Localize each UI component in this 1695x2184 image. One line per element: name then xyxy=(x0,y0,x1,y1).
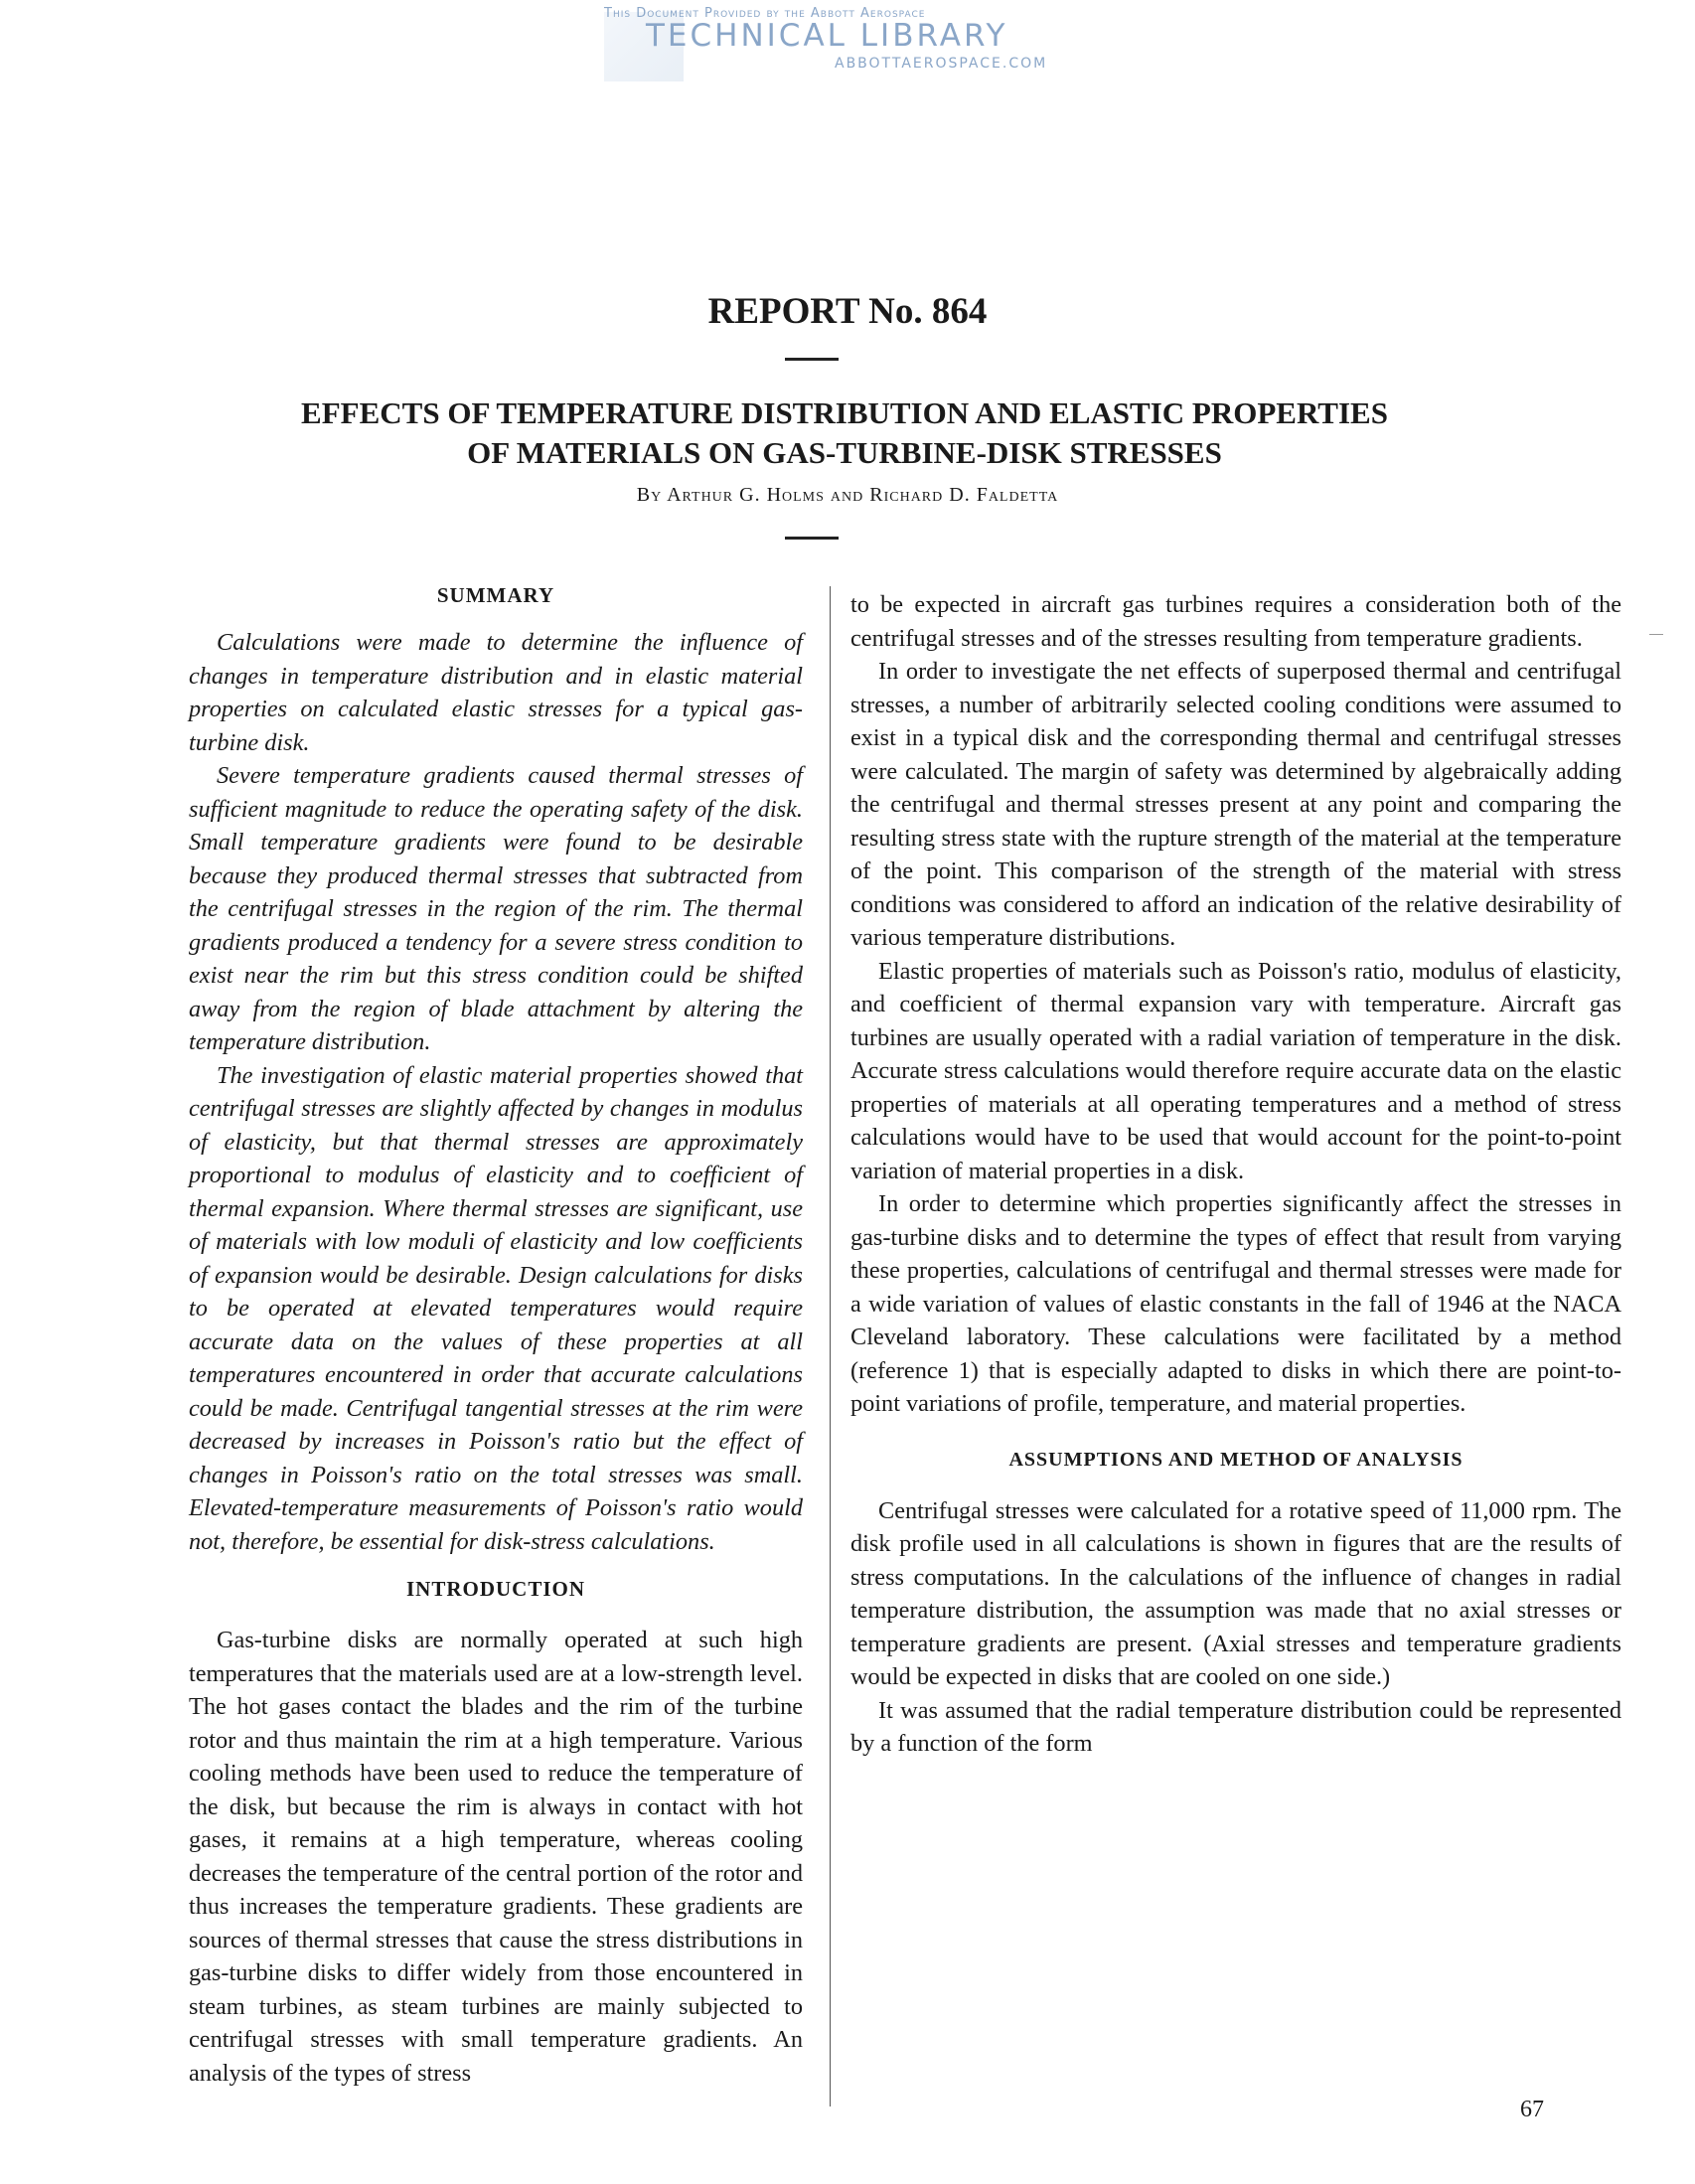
paper-title xyxy=(149,393,1540,473)
introduction-paragraph: In order to investigate the net effects of superposed thermal and centrifugal stresses, a number of arbitrarily selected cooling conditions were assumed to exist in a typical disk and the corresponding thermal and centrifugal stresses were calculated. The margin of safety was determined by algebraically adding the centrifugal and thermal stresses present at any point and comparing the resulting stress state with the rupture strength of the material at the temperature of the point. This comparison of the strength of the material with stress conditions was considered to afford an indication of the relative desirability of various temperature distributions. xyxy=(850,658,1621,951)
watermark-library-text: TECHNICAL LIBRARY xyxy=(646,18,1008,54)
watermark-logo xyxy=(596,4,1093,83)
margin-mark xyxy=(1649,634,1663,635)
introduction-paragraph: Gas-turbine disks are normally operated at such high temperatures that the materials used are at a low-strength level. The hot gases contact the blades and the rim of the turbine rotor and thus maintain the rim at a high temperature. Various cooling methods have been used to reduce the temperature of the disk, but because the rim is always in contact with hot gases, it remains at a high temperature, whereas cooling decreases the temperature of the central portion of the rotor and thus increases the temperature gradients. These gradients are sources of thermal stresses that cause the stress distributions in gas-turbine disks to differ widely from those encountered in steam turbines, as steam turbines are mainly subjected to centrifugal stresses with small temperature gradients. An analysis of the types of stress xyxy=(189,1627,803,2087)
report-number: REPORT No. 864 xyxy=(707,291,988,332)
divider-rule xyxy=(785,358,839,361)
column-divider xyxy=(830,586,831,2106)
summary-paragraph: The investigation of elastic material properties showed that centrifugal stresses are slightly affected by changes in modulus of elasticity, but that thermal stresses are approximately proportional to modulus of elasticity and to coefficient of thermal expansion. Where thermal stresses are significant, use of materials with low moduli of elasticity and low coefficients of expansion would be desirable. Design calculations for disks to be operated at elevated temperatures would require accurate data on the values of these properties at all temperatures encountered in order that accurate calculations could be made. Centrifugal tangential stresses at the rim were decreased by increases in Poisson's ratio but the effect of changes in Poisson's ratio on the total stresses was small. Elevated-temperature measurements of Poisson's ratio would not, therefore, be essential for disk-stress calculations. xyxy=(189,1061,803,1555)
introduction-paragraph: In order to determine which properties significantly affect the stresses in gas-turbine disks and to determine the types of effect that result from varying these properties, calculations of centrifugal and thermal stresses were made for a wide variation of values of elastic constants in the fall of 1946 at the NACA Cleveland laboratory. These calculations were facilitated by a method (reference 1) that is especially adapted to disks in which there are point-to-point variations of profile, temperature, and material properties. xyxy=(850,1190,1621,1417)
author-byline: By Arthur G. Holms and Richard D. Faldetta xyxy=(636,484,1059,506)
divider-rule xyxy=(785,537,839,540)
assumptions-heading: ASSUMPTIONS AND METHOD OF ANALYSIS xyxy=(1008,1448,1464,1471)
summary-paragraph: Severe temperature gradients caused thermal stresses of sufficient magnitude to reduce the operating safety of the disk. Small temperature gradients were found to be desirable because they produced thermal stresses that subtracted from the centrifugal stresses in the region of the rim. The thermal gradients produced a tendency for a severe stress condition to exist near the rim but this stress condition could be shifted away from the region of blade attachment by altering the temperature distribution. xyxy=(189,762,803,1055)
introduction-paragraph: Elastic properties of materials such as Poisson's ratio, modulus of elasticity, and coefficient of thermal expansion vary with temperature. Aircraft gas turbines are usually operated with a radial variation of temperature in the disk. Accurate stress calculations would therefore require accurate data on the elastic properties of materials at all operating temperatures and a method of stress calculations would have to be used that would account for the point-to-point variation of material properties in a disk. xyxy=(850,957,1621,1184)
introduction-heading: INTRODUCTION xyxy=(405,1577,586,1601)
right-column xyxy=(850,588,1621,1761)
left-column xyxy=(189,578,803,2090)
watermark-provider-text: This Document Provided by the Abbott Aerospace xyxy=(604,6,926,21)
summary-heading: SUMMARY xyxy=(436,583,555,607)
watermark-url-text: ABBOTTAEROSPACE.COM xyxy=(835,56,1048,72)
summary-paragraph: Calculations were made to determine the influence of changes in temperature distribution and in elastic material properties on calculated elastic stresses for a typical gas-turbine disk. xyxy=(189,629,803,756)
assumptions-paragraph: It was assumed that the radial temperature distribution could be represented by a function of the form xyxy=(850,1696,1621,1757)
introduction-paragraph-continued: to be expected in aircraft gas turbines requires a consideration both of the centrifugal stresses and of the stresses resulting from temperature gradients. xyxy=(850,591,1621,652)
page-number: 67 xyxy=(1520,2097,1544,2122)
title-line-2: OF MATERIALS ON GAS-TURBINE-DISK STRESSES xyxy=(467,435,1222,470)
assumptions-paragraph: Centrifugal stresses were calculated for a rotative speed of 11,000 rpm. The disk profile used in all calculations is shown in figures that are the results of stress computations. In the calculations of the influence of changes in radial temperature distribution, the assumption was made that no axial stresses or temperature gradients are present. (Axial stresses and temperature gradients would be expected in disks that are cooled on one side.) xyxy=(850,1496,1621,1690)
summary-section xyxy=(189,626,803,1558)
title-line-1: EFFECTS OF TEMPERATURE DISTRIBUTION AND ELASTIC PROPERTIES xyxy=(301,395,1388,430)
